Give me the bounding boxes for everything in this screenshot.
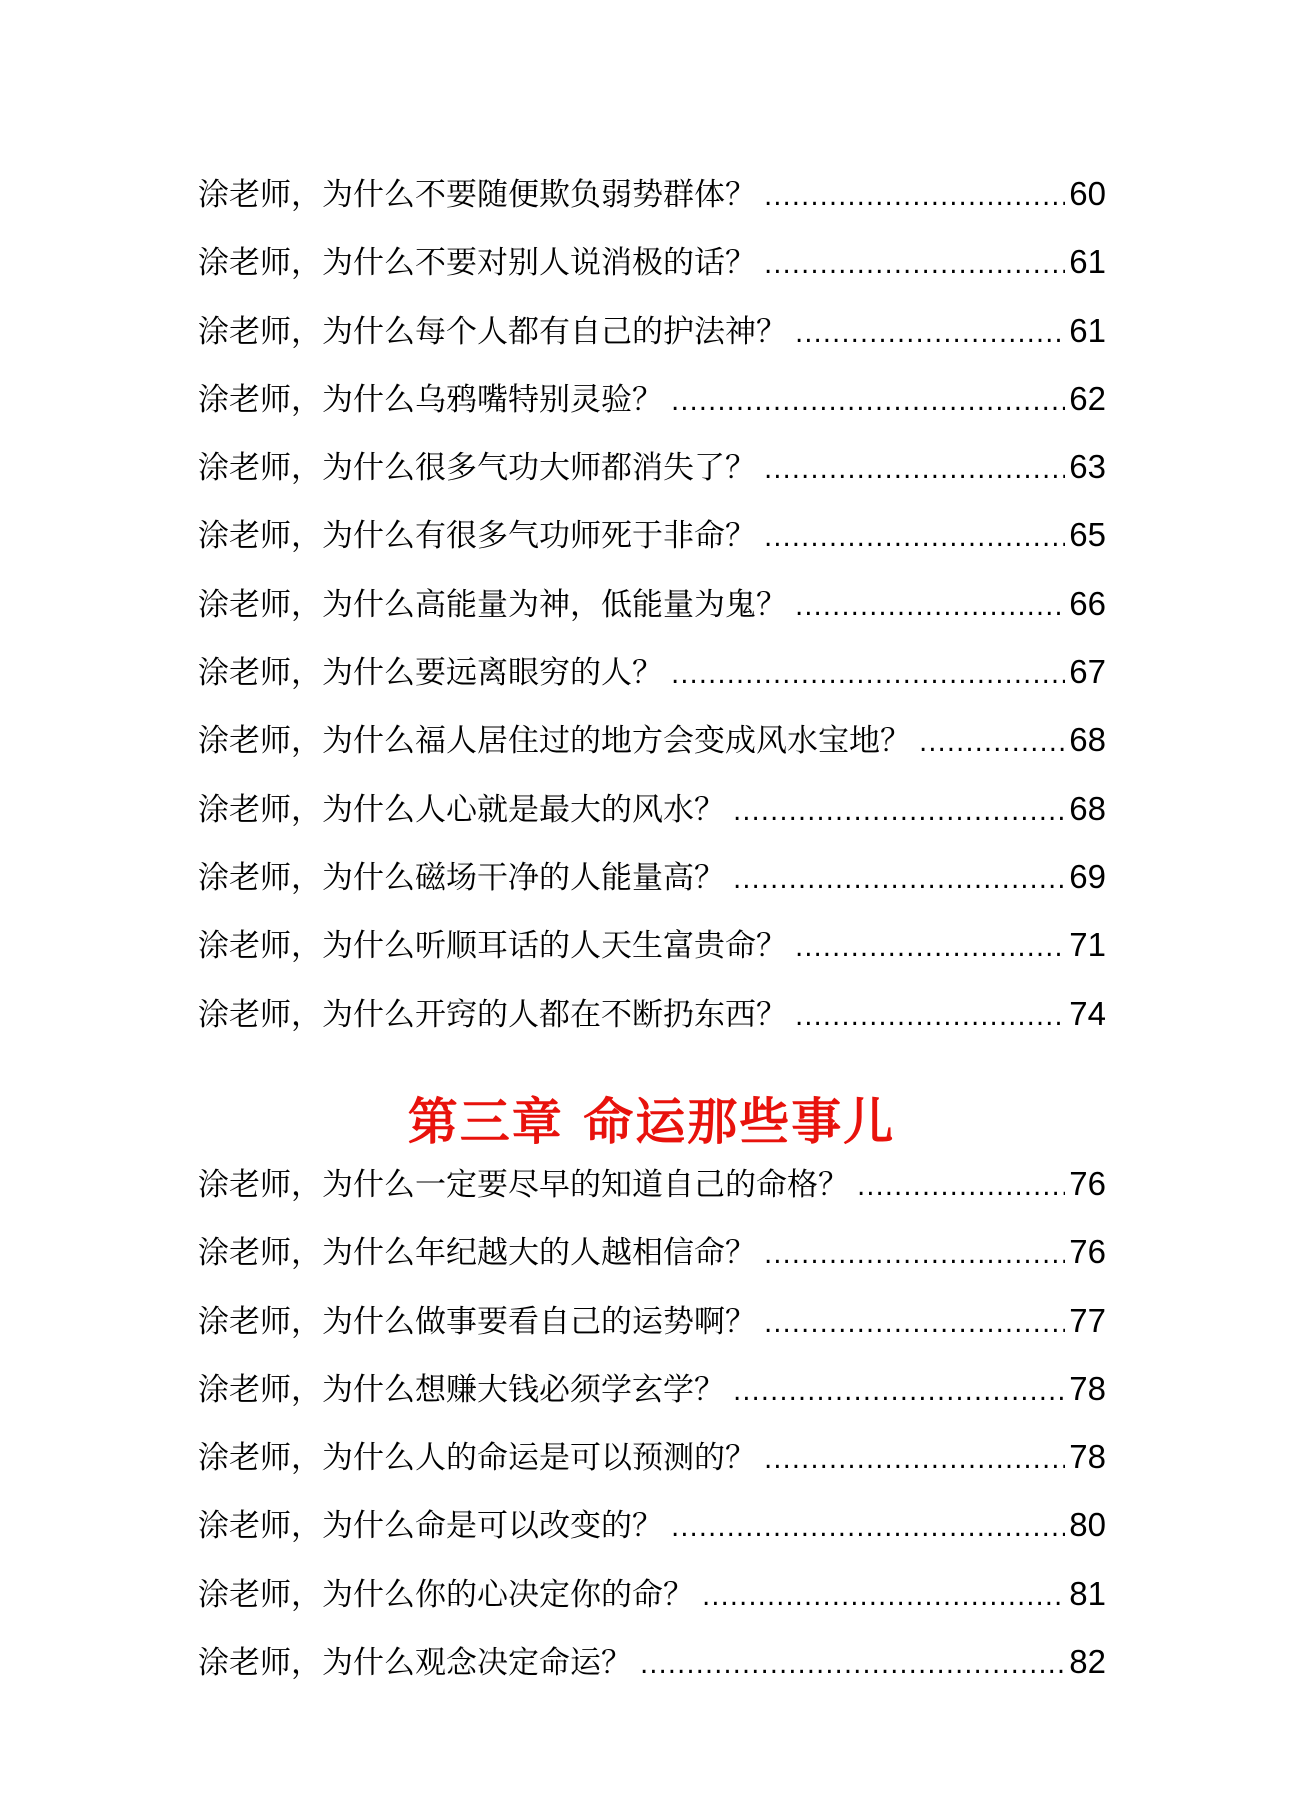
toc-entry-title: 涂老师，为什么一定要尽早的知道自己的命格？: [198, 1167, 849, 1203]
toc-leader-dots: [671, 641, 1065, 709]
toc-leader-dots: [795, 300, 1065, 368]
toc-entry-page: 71: [1069, 926, 1106, 964]
toc-entry-page: 74: [1069, 994, 1106, 1032]
toc-entry: [198, 1287, 1106, 1355]
toc-leader-dots: [671, 1494, 1065, 1562]
toc-entry-page: 77: [1069, 1301, 1106, 1339]
toc-entry: [198, 1423, 1106, 1491]
toc-entry: [198, 706, 1106, 774]
toc-leader-dots: [764, 163, 1065, 231]
toc-entry: [198, 365, 1106, 433]
toc-entry-page: 78: [1069, 1438, 1106, 1476]
toc-entry: [198, 980, 1106, 1048]
toc-entry: [198, 501, 1106, 569]
toc-entry-title: 涂老师，为什么开窍的人都在不断扔东西？: [198, 996, 787, 1033]
toc-entry-title: 涂老师，为什么每个人都有自己的护法神？: [198, 313, 787, 350]
toc-entry-page: 60: [1069, 175, 1106, 212]
toc-entry: [198, 297, 1106, 365]
toc-entry-title: 涂老师，为什么很多气功大师都消失了？: [198, 450, 756, 487]
toc-leader-dots: [671, 368, 1065, 436]
toc-entry-page: 80: [1069, 1506, 1106, 1544]
toc-entry-title: 涂老师，为什么不要随便欺负弱势群体？: [198, 177, 756, 213]
toc-entry-page: 65: [1069, 516, 1106, 554]
toc-entry: [198, 160, 1106, 228]
toc-entry-title: 涂老师，为什么观念决定命运？: [198, 1645, 632, 1682]
toc-entry: [198, 433, 1106, 501]
toc-entry-page: 76: [1069, 1165, 1106, 1202]
toc-leader-dots: [764, 231, 1065, 299]
toc-entry-page: 76: [1069, 1233, 1106, 1271]
toc-leader-dots: [733, 778, 1065, 846]
toc-entry: [198, 1218, 1106, 1286]
toc-leader-dots: [764, 1221, 1065, 1289]
chapter-heading: 第三章 命运那些事儿: [407, 1092, 896, 1151]
toc-chapter-three: [198, 1150, 1106, 1696]
toc-entry-title: 涂老师，为什么磁场干净的人能量高？: [198, 859, 725, 896]
toc-entry: [198, 1355, 1106, 1423]
toc-entry-title: 涂老师，为什么福人居住过的地方会变成风水宝地？: [198, 723, 911, 760]
toc-entry-title: 涂老师，为什么你的心决定你的命？: [198, 1576, 694, 1613]
toc-entry-title: 涂老师，为什么乌鸦嘴特别灵验？: [198, 381, 663, 418]
toc-entry-title: 涂老师，为什么人心就是最大的风水？: [198, 791, 725, 828]
toc-entry-title: 涂老师，为什么命是可以改变的？: [198, 1508, 663, 1545]
toc-entry: [198, 775, 1106, 843]
toc-leader-dots: [764, 1290, 1065, 1358]
toc-entry: [198, 638, 1106, 706]
toc-leader-dots: [702, 1563, 1065, 1631]
toc-leader-dots: [733, 846, 1065, 914]
toc-leader-dots: [795, 573, 1065, 641]
toc-entry-title: 涂老师，为什么年纪越大的人越相信命？: [198, 1235, 756, 1272]
toc-entry: [198, 228, 1106, 296]
toc-entry-page: 68: [1069, 721, 1106, 759]
toc-leader-dots: [795, 914, 1065, 982]
toc-leader-dots: [640, 1631, 1065, 1699]
toc-entry-title: 涂老师，为什么要远离眼穷的人？: [198, 655, 663, 692]
toc-leader-dots: [764, 436, 1065, 504]
toc-entry-title: 涂老师，为什么人的命运是可以预测的？: [198, 1440, 756, 1477]
toc-entry: [198, 570, 1106, 638]
toc-entry-title: 涂老师，为什么想赚大钱必须学玄学？: [198, 1371, 725, 1408]
toc-entry-title: 涂老师，为什么高能量为神，低能量为鬼？: [198, 586, 787, 623]
toc-entry-page: 63: [1069, 448, 1106, 486]
toc-entry-title: 涂老师，为什么做事要看自己的运势啊？: [198, 1303, 756, 1340]
toc-entry-page: 68: [1069, 789, 1106, 827]
toc-entry-page: 66: [1069, 584, 1106, 622]
toc-entry-page: 78: [1069, 1369, 1106, 1407]
toc-entry-page: 61: [1069, 243, 1106, 281]
toc-entry-page: 69: [1069, 857, 1106, 895]
toc-entry-title: 涂老师，为什么有很多气功师死于非命？: [198, 518, 756, 555]
toc-entry-title: 涂老师，为什么不要对别人说消极的话？: [198, 245, 756, 282]
toc-section-one: [198, 160, 1106, 1048]
toc-entry-page: 67: [1069, 653, 1106, 691]
toc-leader-dots: [764, 504, 1065, 572]
toc-entry: [198, 1150, 1106, 1218]
toc-entry-page: 82: [1069, 1643, 1106, 1681]
toc-leader-dots: [857, 1153, 1065, 1221]
toc-entry: [198, 1560, 1106, 1628]
toc-entry: [198, 1491, 1106, 1559]
toc-entry: [198, 1628, 1106, 1696]
toc-entry: [198, 843, 1106, 911]
toc-entry: [198, 911, 1106, 979]
toc-entry-page: 62: [1069, 379, 1106, 417]
toc-entry-page: 61: [1069, 311, 1106, 349]
toc-leader-dots: [919, 709, 1065, 777]
toc-leader-dots: [764, 1426, 1065, 1494]
toc-entry-title: 涂老师，为什么听顺耳话的人天生富贵命？: [198, 928, 787, 965]
toc-entry-page: 81: [1069, 1574, 1106, 1612]
toc-leader-dots: [733, 1358, 1065, 1426]
toc-leader-dots: [795, 983, 1065, 1051]
